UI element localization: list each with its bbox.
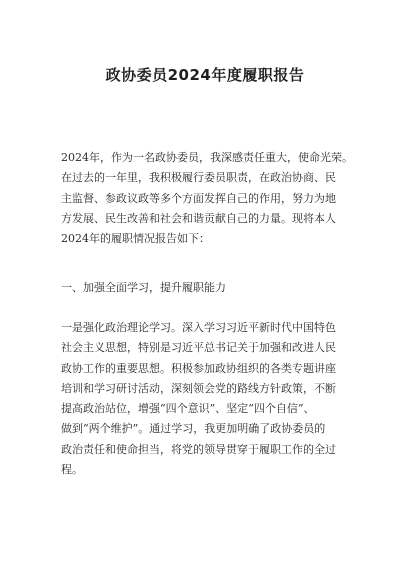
paragraph-line: 政协工作的重要思想。积极参加政协组织的各类专题讲座 bbox=[61, 361, 336, 375]
section-heading-text: 一、加强全面学习，提升履职能力 bbox=[61, 281, 226, 294]
paragraph-line: 社会主义思想，特别是习近平总书记关于加强和改进人民 bbox=[61, 341, 336, 355]
paragraph-line: 政治责任和使命担当，将党的领导贯穿于履职工作的全过 bbox=[61, 442, 336, 456]
paragraph-line: 做到“两个维护”。通过学习，我更加明确了政协委员的 bbox=[61, 422, 326, 436]
section-heading bbox=[61, 278, 361, 298]
paragraph-line: 主监督、参政议政等多个方面发挥自己的作用，努力为地 bbox=[61, 191, 336, 205]
paragraph-line: 在过去的一年里，我积极履行委员职责，在政治协商、民 bbox=[61, 171, 336, 185]
paragraph-line: 2024年，作为一名政协委员，我深感责任重大，使命光荣。 bbox=[61, 151, 353, 164]
paragraph-line: 培训和学习研讨活动，深刻领会党的路线方针政策，不断 bbox=[61, 381, 336, 395]
paragraph-line: 2024年的履职情况报告如下： bbox=[61, 232, 210, 246]
paragraph-line: 一是强化政治理论学习。深入学习习近平新时代中国特色 bbox=[61, 321, 336, 334]
body-paragraph bbox=[61, 318, 361, 480]
paragraph-line: 方发展、民生改善和社会和谐贡献自己的力量。现将本人 bbox=[61, 211, 336, 225]
intro-paragraph bbox=[61, 148, 361, 249]
document-title: 政协委员2024年度履职报告 bbox=[105, 66, 305, 84]
paragraph-line: 提高政治站位，增强“四个意识”、坚定“四个自信”、 bbox=[61, 402, 315, 416]
paragraph-line: 程。 bbox=[61, 463, 83, 477]
